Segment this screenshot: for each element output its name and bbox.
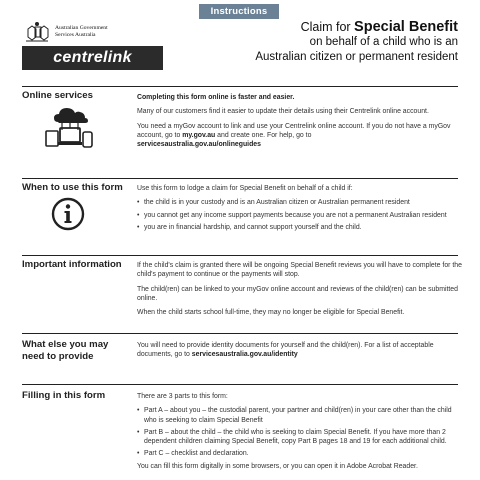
online-lead: Completing this form online is faster and easier. <box>137 94 295 101</box>
instructions-tab: Instructions <box>199 4 279 19</box>
section-heading: Online services <box>22 90 93 101</box>
section-heading: When to use this form <box>22 182 123 193</box>
list-item: • Part B – about the child – the child who is seeking to claim Special Benefit. If you have more than 2 dependent children claiming Special Benefit, copy Part B pages 18 and 19 for each additional child. <box>137 428 462 447</box>
filling-trailing: You can fill this form digitally in some browsers, or you can open it in Adobe Acrobat Reader. <box>137 462 418 470</box>
form-title <box>255 20 458 65</box>
section-heading: Important information <box>22 259 122 270</box>
section-divider <box>22 86 458 87</box>
when-intro: Use this form to lodge a claim for Special Benefit on behalf of a child if: <box>137 185 353 192</box>
section-filling-in <box>22 390 462 480</box>
info-circle-icon <box>51 197 85 231</box>
when-bullet-list <box>137 198 462 232</box>
section-divider <box>22 178 458 179</box>
subtitle-line-1: on behalf of a child who is an <box>309 36 458 48</box>
section-online-services: Online services Completing this form online is faster and easier. Many of our customers find it easier to update their details using their Centrelink online account. You need a myGov account to link and use your Centrelink online account. If you do not have a myGov account, go to my.gov.au and create one. For help, go to servicesaustralia.gov.au/onlineguides <box>22 90 462 180</box>
government-wordmark: Australian Government Services Australia <box>55 25 108 38</box>
onlineguides-link[interactable]: servicesaustralia.gov.au/onlineguides <box>137 141 261 149</box>
section-what-else: What else you may need to provide You will need to provide identity documents for yourself and the child(ren). For a list of acceptable documents, go to servicesaustralia.gov.au/identity <box>22 339 434 362</box>
list-item: • you are in financial hardship, and cannot support yourself and the child. <box>137 223 462 232</box>
identity-link[interactable]: servicesaustralia.gov.au/identity <box>191 351 298 359</box>
important-paragraph-2: The child(ren) can be linked to your myGov online account and reviews of the child(ren) can be submitted online. <box>137 285 458 302</box>
filling-intro: There are 3 parts to this form: <box>137 393 228 400</box>
section-divider <box>22 333 458 334</box>
section-divider <box>22 384 458 385</box>
filling-bullet-list <box>137 406 462 458</box>
centrelink-logo <box>22 20 163 70</box>
section-heading: What else you may need to provide <box>22 339 109 362</box>
cloud-devices-icon <box>44 104 96 150</box>
important-paragraph-1: If the child's claim is granted there will be ongoing Special Benefit reviews you will have to complete for the child's payment to continue or the payments will stop. <box>137 262 462 279</box>
list-item: • Part C – checklist and declaration. <box>137 449 462 458</box>
subtitle-line-2: Australian citizen or permanent resident <box>255 51 458 63</box>
coat-of-arms-icon <box>22 21 52 43</box>
mygov-link[interactable]: my.gov.au <box>182 131 216 139</box>
online-paragraph-2: Many of our customers find it easier to update their details using their Centrelink online account. <box>137 108 429 116</box>
list-item: • Part A – about you – the custodial parent, your partner and child(ren) in your care other than the child who is seeking to claim Special Benefit <box>137 406 462 425</box>
section-heading: Filling in this form <box>22 390 106 401</box>
section-important-information <box>22 259 462 329</box>
title-prefix: Claim for <box>300 20 355 34</box>
list-item: • the child is in your custody and is an Australian citizen or Australian permanent resident <box>137 198 462 207</box>
section-when-to-use <box>22 182 462 257</box>
list-item: • you cannot get any income support payments because you are not a permanent Australian resident <box>137 211 462 220</box>
important-paragraph-3: When the child starts school full-time, they may no longer be eligible for Special Benefit. <box>137 309 405 317</box>
title-emphasis: Special Benefit <box>354 19 458 35</box>
section-divider <box>22 255 458 256</box>
brand-name: centrelink <box>22 46 163 70</box>
